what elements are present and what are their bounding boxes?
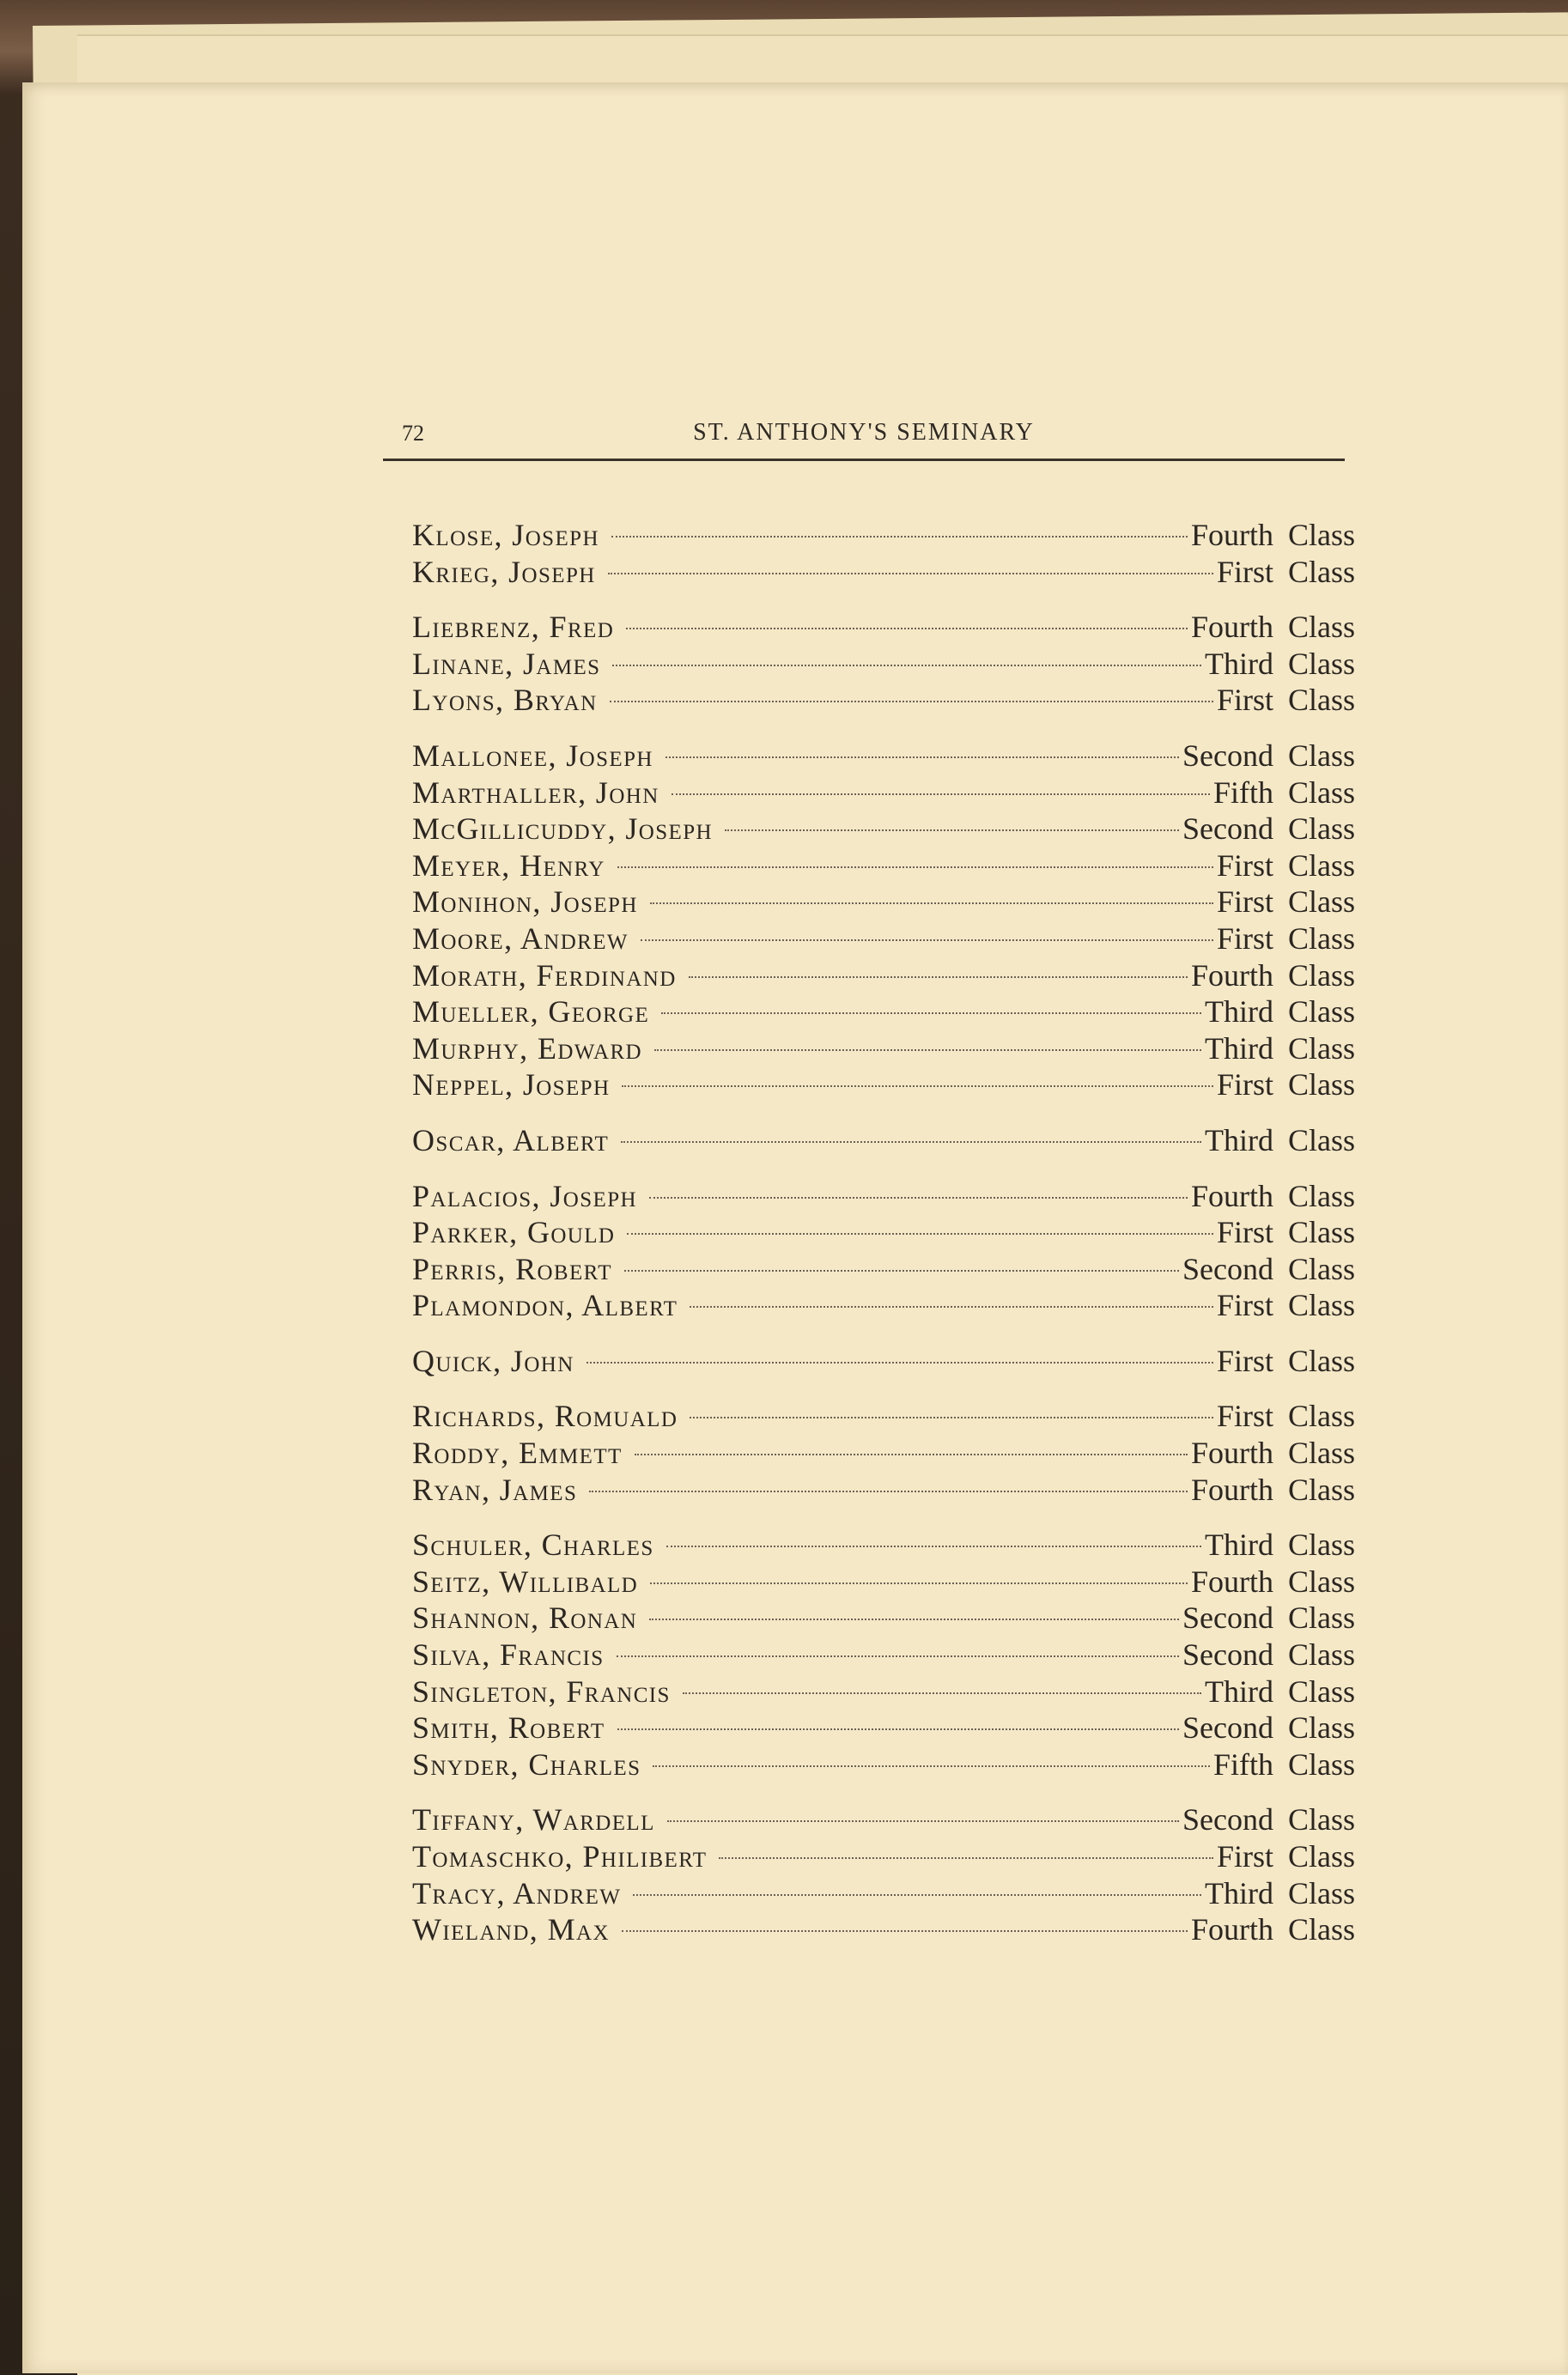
class-level: Fourth Class [1190, 610, 1355, 645]
page-header [383, 417, 1345, 461]
dot-leader [672, 793, 1210, 795]
roster-group [412, 1122, 1355, 1159]
dot-leader [689, 976, 1188, 978]
class-level: Fourth Class [1190, 518, 1355, 552]
dot-leader [683, 1692, 1201, 1694]
class-level: First Class [1216, 683, 1355, 718]
student-name: Plamondon, Albert [412, 1288, 678, 1323]
class-level: Fourth Class [1190, 1436, 1355, 1471]
dot-leader [608, 573, 1213, 574]
roster-row [412, 1527, 1355, 1564]
class-level: Third Class [1205, 1875, 1355, 1910]
roster-row [412, 993, 1355, 1030]
class-level: Fourth Class [1190, 1912, 1355, 1947]
dot-leader [650, 902, 1213, 904]
class-level: First Class [1216, 1343, 1355, 1378]
student-name: Klose, Joseph [412, 518, 599, 552]
class-level: First Class [1216, 1067, 1355, 1102]
dot-leader [653, 1765, 1210, 1767]
class-level: Second Class [1182, 1637, 1355, 1673]
student-name: Snyder, Charles [412, 1746, 641, 1782]
dot-leader [627, 1233, 1213, 1235]
dot-leader [586, 1362, 1213, 1364]
student-name: Silva, Francis [412, 1637, 605, 1673]
class-level: Fourth Class [1190, 957, 1355, 993]
class-level: Fifth Class [1212, 1746, 1355, 1782]
roster-group [412, 609, 1355, 719]
roster-row [412, 1435, 1355, 1472]
class-level: Second Class [1182, 1802, 1355, 1837]
dot-leader [690, 1417, 1213, 1418]
student-name: Shannon, Ronan [412, 1601, 638, 1636]
class-level: First Class [1216, 884, 1355, 920]
roster-row [412, 1122, 1355, 1159]
student-name: Palacios, Joseph [412, 1178, 637, 1213]
student-name: Mallonee, Joseph [412, 738, 653, 773]
class-level: Third Class [1205, 1673, 1355, 1709]
roster-row [412, 517, 1355, 554]
student-name: Seitz, Willibald [412, 1564, 639, 1599]
student-name: Tomaschko, Philibert [412, 1839, 708, 1874]
roster-row [412, 1600, 1355, 1637]
student-name: Smith, Robert [412, 1710, 605, 1746]
dot-leader [665, 756, 1179, 758]
student-name: Roddy, Emmett [412, 1436, 623, 1471]
dot-leader [654, 1049, 1201, 1051]
roster-row [412, 554, 1355, 591]
student-name: Murphy, Edward [412, 1030, 643, 1066]
class-level: First Class [1216, 1215, 1355, 1250]
roster-row [412, 1564, 1355, 1601]
dot-leader [622, 1930, 1188, 1932]
roster-row [412, 1398, 1355, 1435]
roster-row [412, 1251, 1355, 1288]
student-name: Monihon, Joseph [412, 884, 638, 920]
page-number: 72 [402, 421, 424, 446]
roster-row [412, 1710, 1355, 1746]
student-name: Meyer, Henry [412, 847, 605, 883]
dot-leader [617, 866, 1213, 868]
roster-row [412, 1746, 1355, 1783]
student-name: Linane, James [412, 646, 601, 681]
roster-group [412, 1343, 1355, 1380]
dot-leader [650, 1582, 1188, 1584]
student-name: McGillicuddy, Joseph [412, 811, 713, 847]
student-name: Schuler, Charles [412, 1528, 654, 1563]
class-level: Third Class [1205, 646, 1355, 681]
class-level: Fourth Class [1190, 1178, 1355, 1213]
class-level: Fourth Class [1190, 1564, 1355, 1599]
roster-row [412, 1911, 1355, 1948]
roster-row [412, 811, 1355, 847]
dot-leader [649, 1619, 1179, 1620]
dot-leader [612, 665, 1201, 666]
roster-group [412, 1527, 1355, 1783]
roster-row [412, 1838, 1355, 1875]
student-name: Tracy, Andrew [412, 1875, 622, 1910]
dot-leader [641, 939, 1213, 941]
student-name: Richards, Romuald [412, 1399, 678, 1434]
roster-row [412, 1287, 1355, 1324]
class-level: Third Class [1205, 1122, 1355, 1157]
roster-row [412, 682, 1355, 719]
roster-row [412, 1214, 1355, 1251]
student-name: Neppel, Joseph [412, 1067, 611, 1102]
student-name: Morath, Ferdinand [412, 957, 677, 993]
roster-row [412, 609, 1355, 646]
dot-leader [725, 829, 1179, 831]
roster-row [412, 920, 1355, 957]
dot-leader [621, 1141, 1201, 1143]
roster-row [412, 738, 1355, 774]
dot-leader [611, 536, 1188, 538]
roster-row [412, 1472, 1355, 1509]
roster-row [412, 1066, 1355, 1103]
class-level: Third Class [1205, 1030, 1355, 1066]
roster-row [412, 1178, 1355, 1215]
student-name: Mueller, George [412, 994, 650, 1030]
dot-leader [589, 1491, 1188, 1492]
roster-row [412, 1343, 1355, 1380]
class-level: Second Class [1182, 811, 1355, 847]
student-name: Liebrenz, Fred [412, 610, 615, 645]
document-page [22, 82, 1568, 2373]
dot-leader [719, 1857, 1212, 1859]
class-level: Second Class [1182, 738, 1355, 773]
dot-leader [624, 1270, 1179, 1272]
class-level: First Class [1216, 920, 1355, 956]
roster-group [412, 1178, 1355, 1324]
student-name: Parker, Gould [412, 1215, 616, 1250]
student-name: Tiffany, Wardell [412, 1802, 655, 1837]
dot-leader [635, 1454, 1188, 1455]
student-name: Ryan, James [412, 1472, 578, 1507]
student-name: Wieland, Max [412, 1912, 610, 1947]
running-title: ST. ANTHONY'S SEMINARY [693, 419, 1035, 446]
dot-leader [690, 1306, 1213, 1308]
student-name: Lyons, Bryan [412, 683, 598, 718]
student-name: Quick, John [412, 1343, 574, 1378]
roster-row [412, 1875, 1355, 1912]
roster-row [412, 774, 1355, 811]
class-level: Second Class [1182, 1710, 1355, 1746]
class-level: First Class [1216, 847, 1355, 883]
student-name: Singleton, Francis [412, 1673, 671, 1709]
roster-row [412, 1801, 1355, 1838]
roster-group [412, 517, 1355, 590]
student-name: Krieg, Joseph [412, 554, 596, 589]
dot-leader [661, 1012, 1201, 1014]
dot-leader [633, 1894, 1201, 1896]
class-level: Third Class [1205, 1528, 1355, 1563]
student-name: Oscar, Albert [412, 1122, 610, 1157]
dot-leader [622, 1085, 1213, 1087]
class-level: Second Class [1182, 1251, 1355, 1286]
class-level: First Class [1216, 1399, 1355, 1434]
roster-group [412, 1801, 1355, 1947]
dot-leader [667, 1820, 1179, 1822]
roster-row [412, 1637, 1355, 1673]
class-level: First Class [1216, 554, 1355, 589]
roster-row [412, 1030, 1355, 1067]
roster-row [412, 847, 1355, 884]
dot-leader [666, 1546, 1201, 1547]
dot-leader [617, 1655, 1179, 1657]
roster-row [412, 957, 1355, 994]
class-level: Fourth Class [1190, 1472, 1355, 1507]
roster-row [412, 884, 1355, 920]
student-name: Marthaller, John [412, 774, 659, 810]
student-name: Perris, Robert [412, 1251, 612, 1286]
roster-row [412, 1673, 1355, 1710]
student-name: Moore, Andrew [412, 920, 629, 956]
dot-leader [649, 1197, 1188, 1199]
student-roster [412, 517, 1355, 1967]
class-level: First Class [1216, 1288, 1355, 1323]
roster-group [412, 1398, 1355, 1508]
class-level: Second Class [1182, 1601, 1355, 1636]
roster-row [412, 646, 1355, 683]
class-level: First Class [1216, 1839, 1355, 1874]
roster-group [412, 738, 1355, 1103]
dot-leader [626, 628, 1188, 629]
class-level: Fifth Class [1212, 774, 1355, 810]
dot-leader [610, 701, 1213, 702]
dot-leader [617, 1728, 1179, 1730]
class-level: Third Class [1205, 994, 1355, 1030]
